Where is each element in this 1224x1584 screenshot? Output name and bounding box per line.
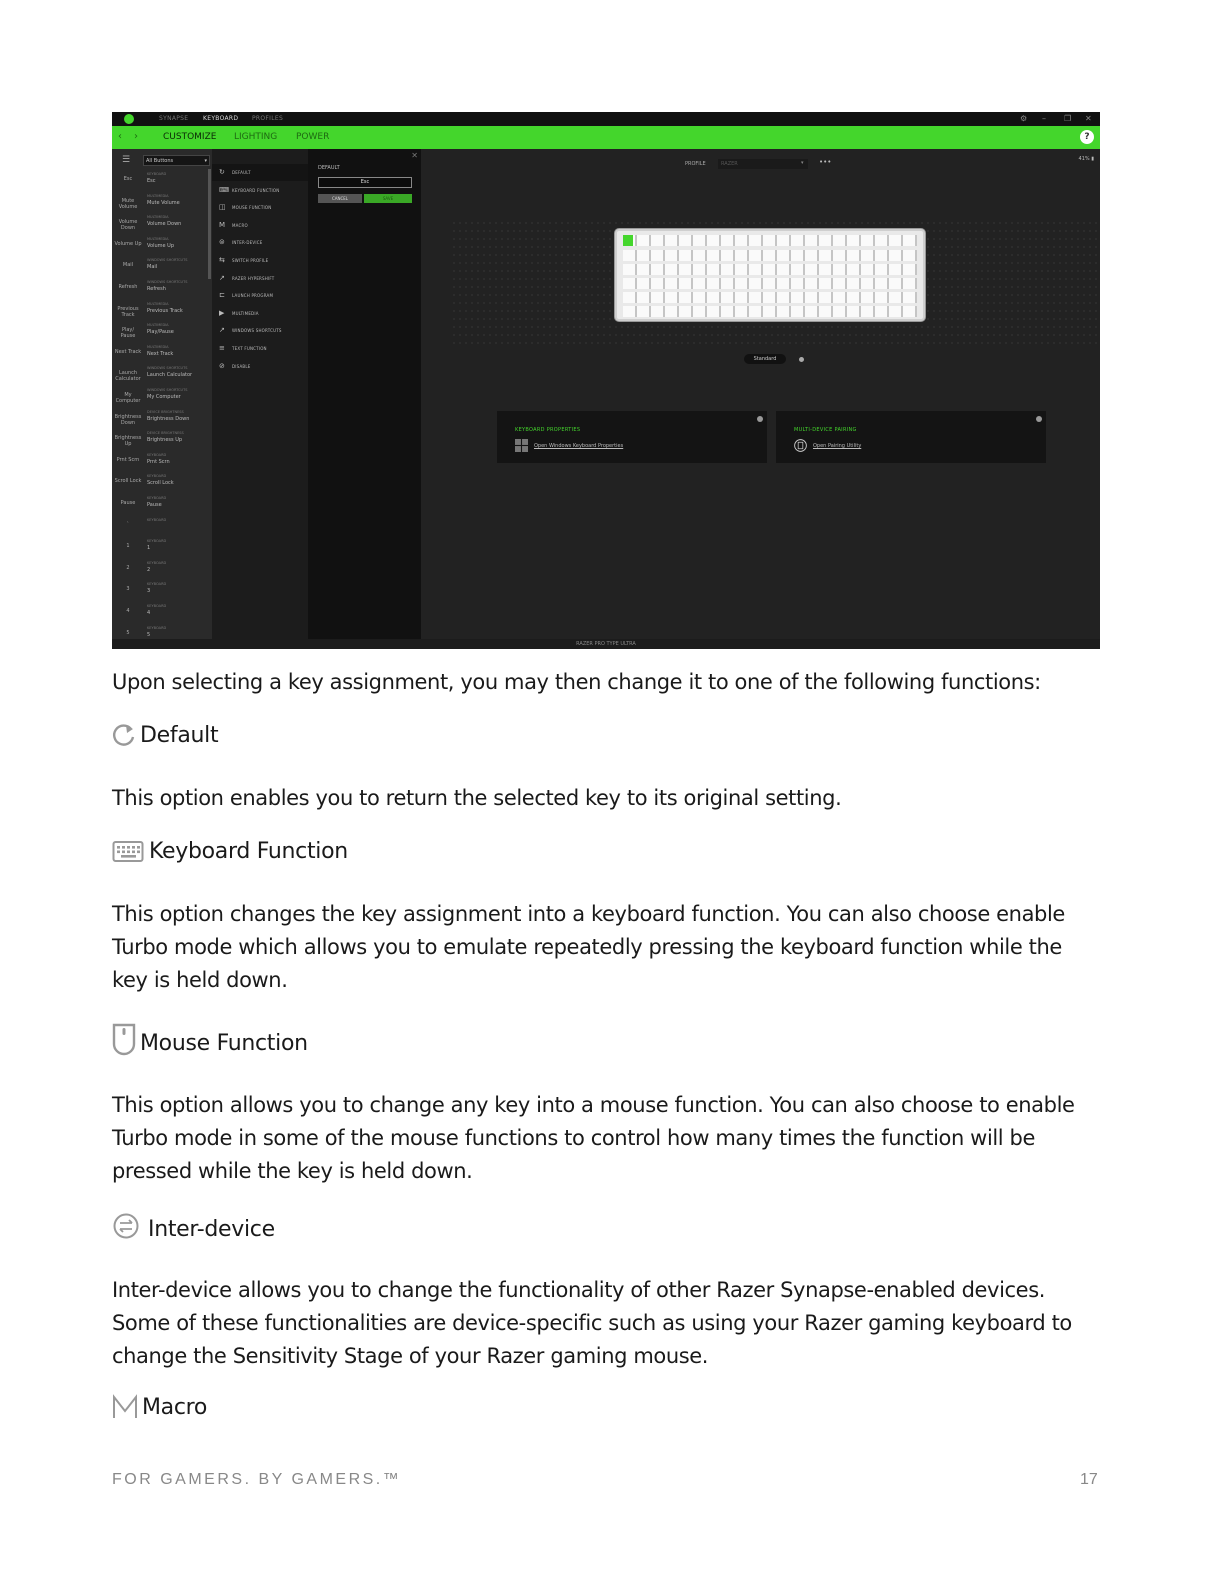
help-icon[interactable]: ? (1080, 130, 1094, 144)
function-icon: ↗ (219, 326, 225, 335)
inter-device-icon (112, 1212, 144, 1242)
key-category: KEYBOARD (147, 539, 167, 544)
key-row[interactable] (623, 264, 917, 275)
key-row[interactable] (623, 306, 917, 317)
key-category: WINDOWS SHORTCUTS (147, 366, 188, 371)
function-label: RAZER HYPERSHIFT (232, 275, 275, 281)
key-category: WINDOWS SHORTCUTS (147, 258, 188, 263)
key-list-item[interactable] (112, 343, 212, 365)
tab-keyboard[interactable]: KEYBOARD (203, 115, 239, 122)
key-list-item[interactable] (112, 580, 212, 602)
function-icon: ▶ (219, 308, 225, 317)
menu-icon[interactable]: ☰ (122, 155, 131, 165)
function-label: MACRO (232, 222, 248, 228)
function-item-razer-hypershift[interactable] (212, 270, 308, 287)
key-category: KEYBOARD (147, 582, 167, 587)
function-icon: ↻ (219, 168, 225, 176)
key-category: KEYBOARD (147, 625, 167, 630)
mode-toggle[interactable]: Standard (744, 354, 786, 364)
key-filter-select[interactable]: All Buttons ▾ (143, 155, 210, 166)
card-title: MULTI-DEVICE PAIRING (794, 427, 857, 433)
section-heading-default (112, 722, 218, 748)
key-name: Prnt Scrn (116, 456, 140, 463)
function-item-mouse-function[interactable] (212, 199, 308, 216)
key-list-item[interactable] (112, 300, 212, 322)
function-label: LAUNCH PROGRAM (232, 293, 274, 299)
keyboard-properties-card (497, 411, 767, 463)
tab-customize[interactable]: CUSTOMIZE (163, 132, 217, 142)
key-name: ` (126, 521, 130, 528)
key-name: Play/ Pause (120, 327, 136, 340)
card-title: KEYBOARD PROPERTIES (515, 427, 581, 433)
function-list-panel (212, 149, 308, 649)
section-heading-mouse-function (112, 1022, 308, 1056)
keyboard-icon (112, 840, 145, 864)
chevron-down-icon: ▾ (801, 160, 804, 166)
key-assignment: Previous Track (147, 307, 183, 314)
intro-paragraph: Upon selecting a key assignment, you may then change it to one of the following functions: (112, 670, 1041, 694)
selected-key-esc[interactable] (623, 235, 633, 246)
key-list-item[interactable] (112, 386, 212, 408)
key-row[interactable] (623, 278, 917, 289)
mode-indicator-dot[interactable] (799, 357, 804, 362)
key-list-item[interactable] (112, 472, 212, 494)
key-assignment: Brightness Down (147, 415, 190, 422)
key-category: KEYBOARD (147, 474, 167, 479)
key-assignment: 5 (147, 631, 151, 638)
function-label: INTER-DEVICE (232, 240, 263, 246)
function-label: MULTIMEDIA (232, 310, 259, 316)
tab-power[interactable]: POWER (296, 132, 330, 142)
key-category: MULTIMEDIA (147, 301, 169, 306)
key-category: MULTIMEDIA (147, 236, 169, 241)
windows-icon (515, 439, 528, 452)
heading-label: Inter-device (148, 1217, 275, 1242)
battery-indicator: 41% ▮ (1078, 156, 1094, 162)
key-list-item[interactable] (112, 213, 212, 235)
function-label: KEYBOARD FUNCTION (232, 187, 280, 193)
key-assignment: Pause (147, 502, 162, 508)
key-list-item[interactable] (112, 516, 212, 538)
function-item-macro[interactable] (212, 217, 308, 234)
key-assignment: Volume Up (147, 242, 175, 249)
key-category: MULTIMEDIA (147, 344, 169, 349)
key-name: Mail (122, 262, 134, 269)
key-name: Launch Calculator (115, 370, 141, 383)
key-name: Brightness Down (114, 413, 142, 426)
key-list-item[interactable] (112, 321, 212, 343)
key-value-field[interactable]: Esc (318, 177, 412, 188)
section-body-keyboard-function: This option changes the key assignment into a keyboard function. You can also choose enable Turbo mode which allows you to emulate repeatedly pressing the keyboard function while the key is held down. (112, 902, 1065, 992)
info-icon[interactable] (757, 416, 763, 422)
heading-label: Mouse Function (140, 1031, 308, 1056)
function-item-disable[interactable] (212, 358, 308, 375)
key-list-item[interactable] (112, 537, 212, 559)
pairing-icon (794, 439, 807, 452)
close-icon[interactable]: ✕ (1085, 114, 1092, 123)
key-list-item[interactable] (112, 364, 212, 386)
key-assignment: Play/Pause (147, 329, 174, 336)
key-name: Refresh (118, 284, 138, 290)
mouse-icon (112, 1022, 136, 1056)
key-list-panel (112, 149, 212, 649)
key-name: 4 (126, 608, 130, 614)
function-label: WINDOWS SHORTCUTS (232, 328, 282, 334)
key-name: Volume Down (118, 219, 138, 232)
heading-label: Default (140, 723, 219, 748)
function-label: MOUSE FUNCTION (232, 205, 272, 211)
function-item-text-function[interactable] (212, 340, 308, 357)
section-body-default: This option enables you to return the selected key to its original setting. (112, 786, 842, 810)
footer-tagline: FOR GAMERS. BY GAMERS.™ (112, 1471, 402, 1488)
forward-arrow-icon[interactable]: › (134, 131, 138, 142)
key-list-item[interactable] (112, 235, 212, 257)
more-options-icon[interactable]: ••• (819, 158, 832, 166)
key-category: MULTIMEDIA (147, 193, 169, 198)
profile-label: PROFILE (685, 161, 706, 167)
key-category: KEYBOARD (147, 517, 167, 522)
function-icon: ⊏ (219, 291, 225, 300)
key-row[interactable] (623, 235, 917, 246)
key-category: DEVICE BRIGHTNESS (147, 409, 184, 414)
back-arrow-icon[interactable]: ‹ (118, 131, 122, 142)
title-bar (112, 112, 1100, 126)
key-name: Brightness Up (114, 435, 142, 448)
function-icon: ⊜ (219, 238, 225, 247)
key-name: 5 (126, 629, 130, 636)
key-category: WINDOWS SHORTCUTS (147, 388, 188, 392)
key-assignment: 2 (147, 566, 151, 573)
function-item-switch-profile[interactable] (212, 252, 308, 269)
function-icon: ⊘ (219, 361, 225, 370)
detail-title: DEFAULT (318, 165, 340, 171)
key-assignment: Launch Calculator (147, 372, 193, 379)
profile-select[interactable]: RAZER (718, 159, 808, 169)
key-assignment: 3 (147, 588, 151, 595)
heading-label: Macro (142, 1395, 208, 1420)
key-name: Pause (120, 500, 136, 506)
key-list-item[interactable] (112, 602, 212, 624)
key-category: KEYBOARD (147, 172, 167, 176)
key-assignment: Refresh (147, 286, 166, 292)
key-list-item[interactable] (112, 429, 212, 451)
key-assignment: 4 (147, 610, 151, 616)
function-item-keyboard-function[interactable] (212, 182, 308, 199)
key-category: KEYBOARD (147, 560, 167, 565)
key-name: Next Track (114, 348, 142, 355)
key-name: 1 (126, 543, 130, 550)
default-icon (112, 722, 136, 748)
key-list-item[interactable] (112, 170, 212, 192)
key-name: Previous Track (117, 305, 139, 318)
section-heading-keyboard-function (112, 839, 348, 864)
function-item-default[interactable] (212, 164, 308, 181)
function-label: TEXT FUNCTION (232, 346, 267, 351)
key-name: 2 (126, 564, 130, 571)
page-number: 17 (1080, 1471, 1098, 1488)
function-item-inter-device[interactable] (212, 234, 308, 251)
cancel-button[interactable]: CANCEL (318, 194, 362, 203)
key-list-item[interactable] (112, 256, 212, 278)
minimize-icon[interactable]: – (1042, 114, 1046, 123)
key-category: MULTIMEDIA (147, 323, 169, 328)
keyboard-image[interactable] (615, 229, 925, 321)
key-category: KEYBOARD (147, 452, 167, 457)
open-keyboard-properties-link[interactable]: Open Windows Keyboard Properties (534, 443, 624, 449)
function-icon: ◫ (219, 203, 226, 212)
heading-label: Keyboard Function (149, 839, 348, 864)
synapse-screenshot (112, 112, 1100, 649)
key-name: My Computer (115, 392, 141, 404)
maximize-icon[interactable]: ❐ (1064, 114, 1072, 123)
key-list-item[interactable] (112, 192, 212, 214)
function-icon: ↗ (219, 273, 225, 282)
function-icon: ⇆ (219, 256, 225, 264)
key-assignment: Mail (147, 264, 158, 271)
function-item-multimedia[interactable] (212, 305, 308, 322)
key-assignment: Volume Down (147, 221, 182, 228)
key-category: WINDOWS SHORTCUTS (147, 280, 188, 284)
key-category: DEVICE BRIGHTNESS (147, 431, 184, 436)
main-panel (421, 149, 1100, 639)
key-name: Volume Up (114, 240, 142, 247)
key-assignment: Mute Volume (147, 199, 180, 206)
macro-icon (112, 1394, 138, 1420)
settings-icon[interactable]: ⚙ (1020, 114, 1028, 123)
key-assignment: Next Track (147, 350, 174, 357)
key-assignment: 1 (147, 545, 151, 552)
section-body-inter-device: Inter-device allows you to change the functionality of other Razer Synapse-enabled devices. Some of these functionalities are device-specific such as using your Razer gaming keyboard to change the Sensitivity Stage of your Razer gaming mouse. (112, 1278, 1072, 1368)
multi-device-pairing-card (776, 411, 1046, 463)
tab-lighting[interactable]: LIGHTING (234, 132, 278, 142)
close-icon[interactable]: ✕ (411, 151, 418, 160)
key-assignment: Scroll Lock (147, 480, 174, 487)
section-heading-inter-device (112, 1212, 275, 1242)
function-item-windows-shortcuts[interactable] (212, 322, 308, 339)
function-label: DISABLE (232, 363, 251, 369)
key-category: KEYBOARD (147, 604, 167, 608)
key-name: Mute Volume (118, 197, 138, 210)
razer-logo-icon (124, 114, 134, 124)
open-pairing-utility-link[interactable]: Open Pairing Utility (813, 443, 862, 449)
key-list-item[interactable] (112, 451, 212, 473)
tab-synapse[interactable]: SYNAPSE (159, 115, 189, 122)
info-icon[interactable] (1036, 416, 1042, 422)
key-name: Esc (123, 176, 133, 182)
key-row[interactable] (623, 292, 917, 303)
detail-panel (308, 149, 421, 639)
key-category: MULTIMEDIA (147, 215, 169, 220)
key-list-item[interactable] (112, 278, 212, 300)
function-icon: ⌨ (219, 185, 230, 194)
scrollbar[interactable] (208, 169, 211, 279)
function-label: DEFAULT (232, 170, 251, 175)
key-list-item[interactable] (112, 494, 212, 516)
key-category: KEYBOARD (147, 496, 167, 500)
key-name: 3 (126, 586, 130, 593)
key-row[interactable] (623, 250, 917, 261)
device-name: RAZER PRO TYPE ULTRA (112, 639, 1100, 649)
key-assignment: Prnt Scrn (147, 458, 170, 465)
function-icon: ≡ (219, 344, 225, 352)
sub-nav-bar (112, 126, 1100, 149)
key-assignment: Esc (147, 178, 156, 184)
save-button[interactable]: SAVE (364, 194, 412, 203)
section-heading-macro (112, 1394, 207, 1420)
section-body-mouse-function: This option allows you to change any key into a mouse function. You can also choose to enable Turbo mode in some of the mouse functions to control how many times the function will be pressed while the key is held down. (112, 1093, 1075, 1183)
function-icon: M (219, 220, 226, 229)
key-assignment: Brightness Up (147, 437, 183, 444)
key-list-item[interactable] (112, 559, 212, 581)
function-item-launch-program[interactable] (212, 287, 308, 304)
function-label: SWITCH PROFILE (232, 258, 269, 263)
key-name: Scroll Lock (114, 478, 142, 485)
tab-profiles[interactable]: PROFILES (252, 115, 284, 122)
key-list-item[interactable] (112, 408, 212, 430)
key-assignment: My Computer (147, 394, 181, 400)
